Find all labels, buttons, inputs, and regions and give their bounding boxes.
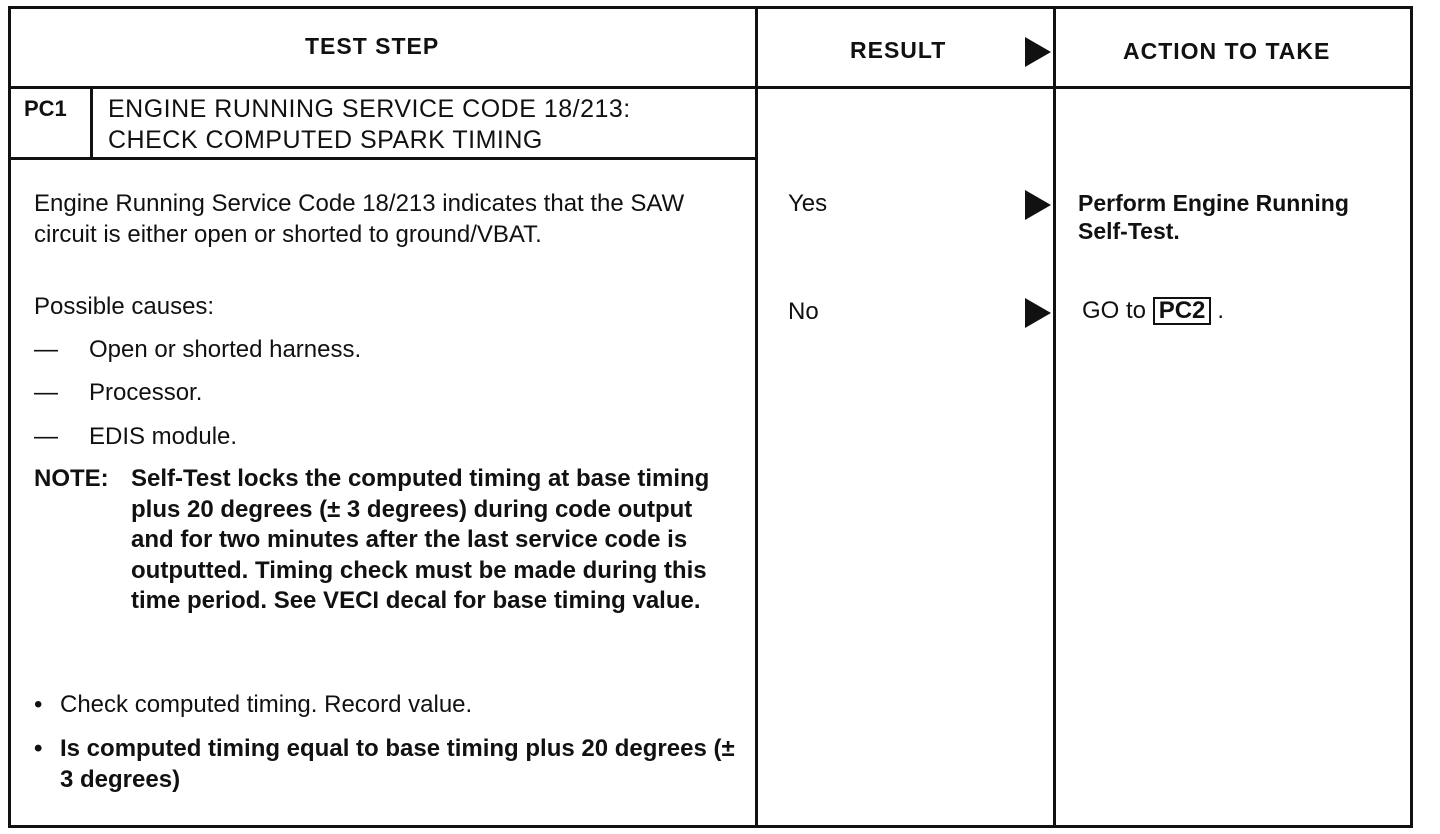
cause-item — [34, 334, 361, 365]
step-title — [108, 94, 631, 156]
result-arrow-icon — [1025, 37, 1051, 67]
intro-paragraph: Engine Running Service Code 18/213 indicates that the SAW circuit is either open or shorted to ground/VBAT. — [34, 190, 685, 248]
header-result: RESULT — [850, 37, 947, 63]
bullet-item-question — [34, 734, 734, 798]
step-title-divider — [8, 157, 758, 160]
bullet-marker: • — [34, 735, 43, 762]
dash-marker: — — [34, 423, 58, 450]
column-divider-action — [1053, 6, 1056, 828]
column-divider-result — [755, 6, 758, 828]
action-no — [1082, 297, 1224, 325]
bullet-item — [34, 690, 734, 722]
result-yes: Yes — [788, 190, 828, 217]
header-action: ACTION TO TAKE — [1123, 38, 1331, 64]
action-no-suffix: . — [1217, 297, 1225, 324]
dash-marker: — — [34, 379, 58, 406]
step-title-line2: CHECK COMPUTED SPARK TIMING — [108, 126, 543, 154]
result-yes-arrow-icon — [1025, 190, 1051, 220]
action-yes: Perform Engine Running Self-Test. — [1078, 190, 1349, 244]
result-no-arrow-icon — [1025, 298, 1051, 328]
note-label: NOTE: — [34, 465, 109, 492]
code-cell-divider — [90, 86, 93, 160]
bullet-marker: • — [34, 691, 43, 718]
note-block — [34, 464, 744, 679]
bullet-text: Check computed timing. Record value. — [60, 691, 473, 718]
step-reference-pc2[interactable]: PC2 — [1153, 297, 1212, 325]
header-test-step: TEST STEP — [305, 33, 440, 59]
cause-text: Open or shorted harness. — [89, 336, 362, 363]
result-no: No — [788, 298, 819, 325]
note-text: Self-Test locks the computed timing at base timing plus 20 degrees (± 3 degrees) during code output and for two minutes after the last service code is outputted. Timing check must be made during this time period. See VECI decal for base timing value. — [131, 465, 710, 614]
bullet-question-text: Is computed timing equal to base timing plus 20 degrees (± 3 degrees) — [60, 735, 735, 793]
cause-text: EDIS module. — [89, 423, 238, 450]
step-code: PC1 — [24, 96, 67, 121]
causes-label: Possible causes: — [34, 293, 215, 320]
cause-text: Processor. — [89, 379, 203, 406]
cause-item — [34, 377, 202, 408]
header-divider — [8, 86, 1413, 89]
dash-marker: — — [34, 336, 58, 363]
step-title-line1: ENGINE RUNNING SERVICE CODE 18/213: — [108, 95, 631, 123]
cause-item — [34, 421, 237, 452]
action-no-prefix: GO to — [1082, 297, 1147, 324]
